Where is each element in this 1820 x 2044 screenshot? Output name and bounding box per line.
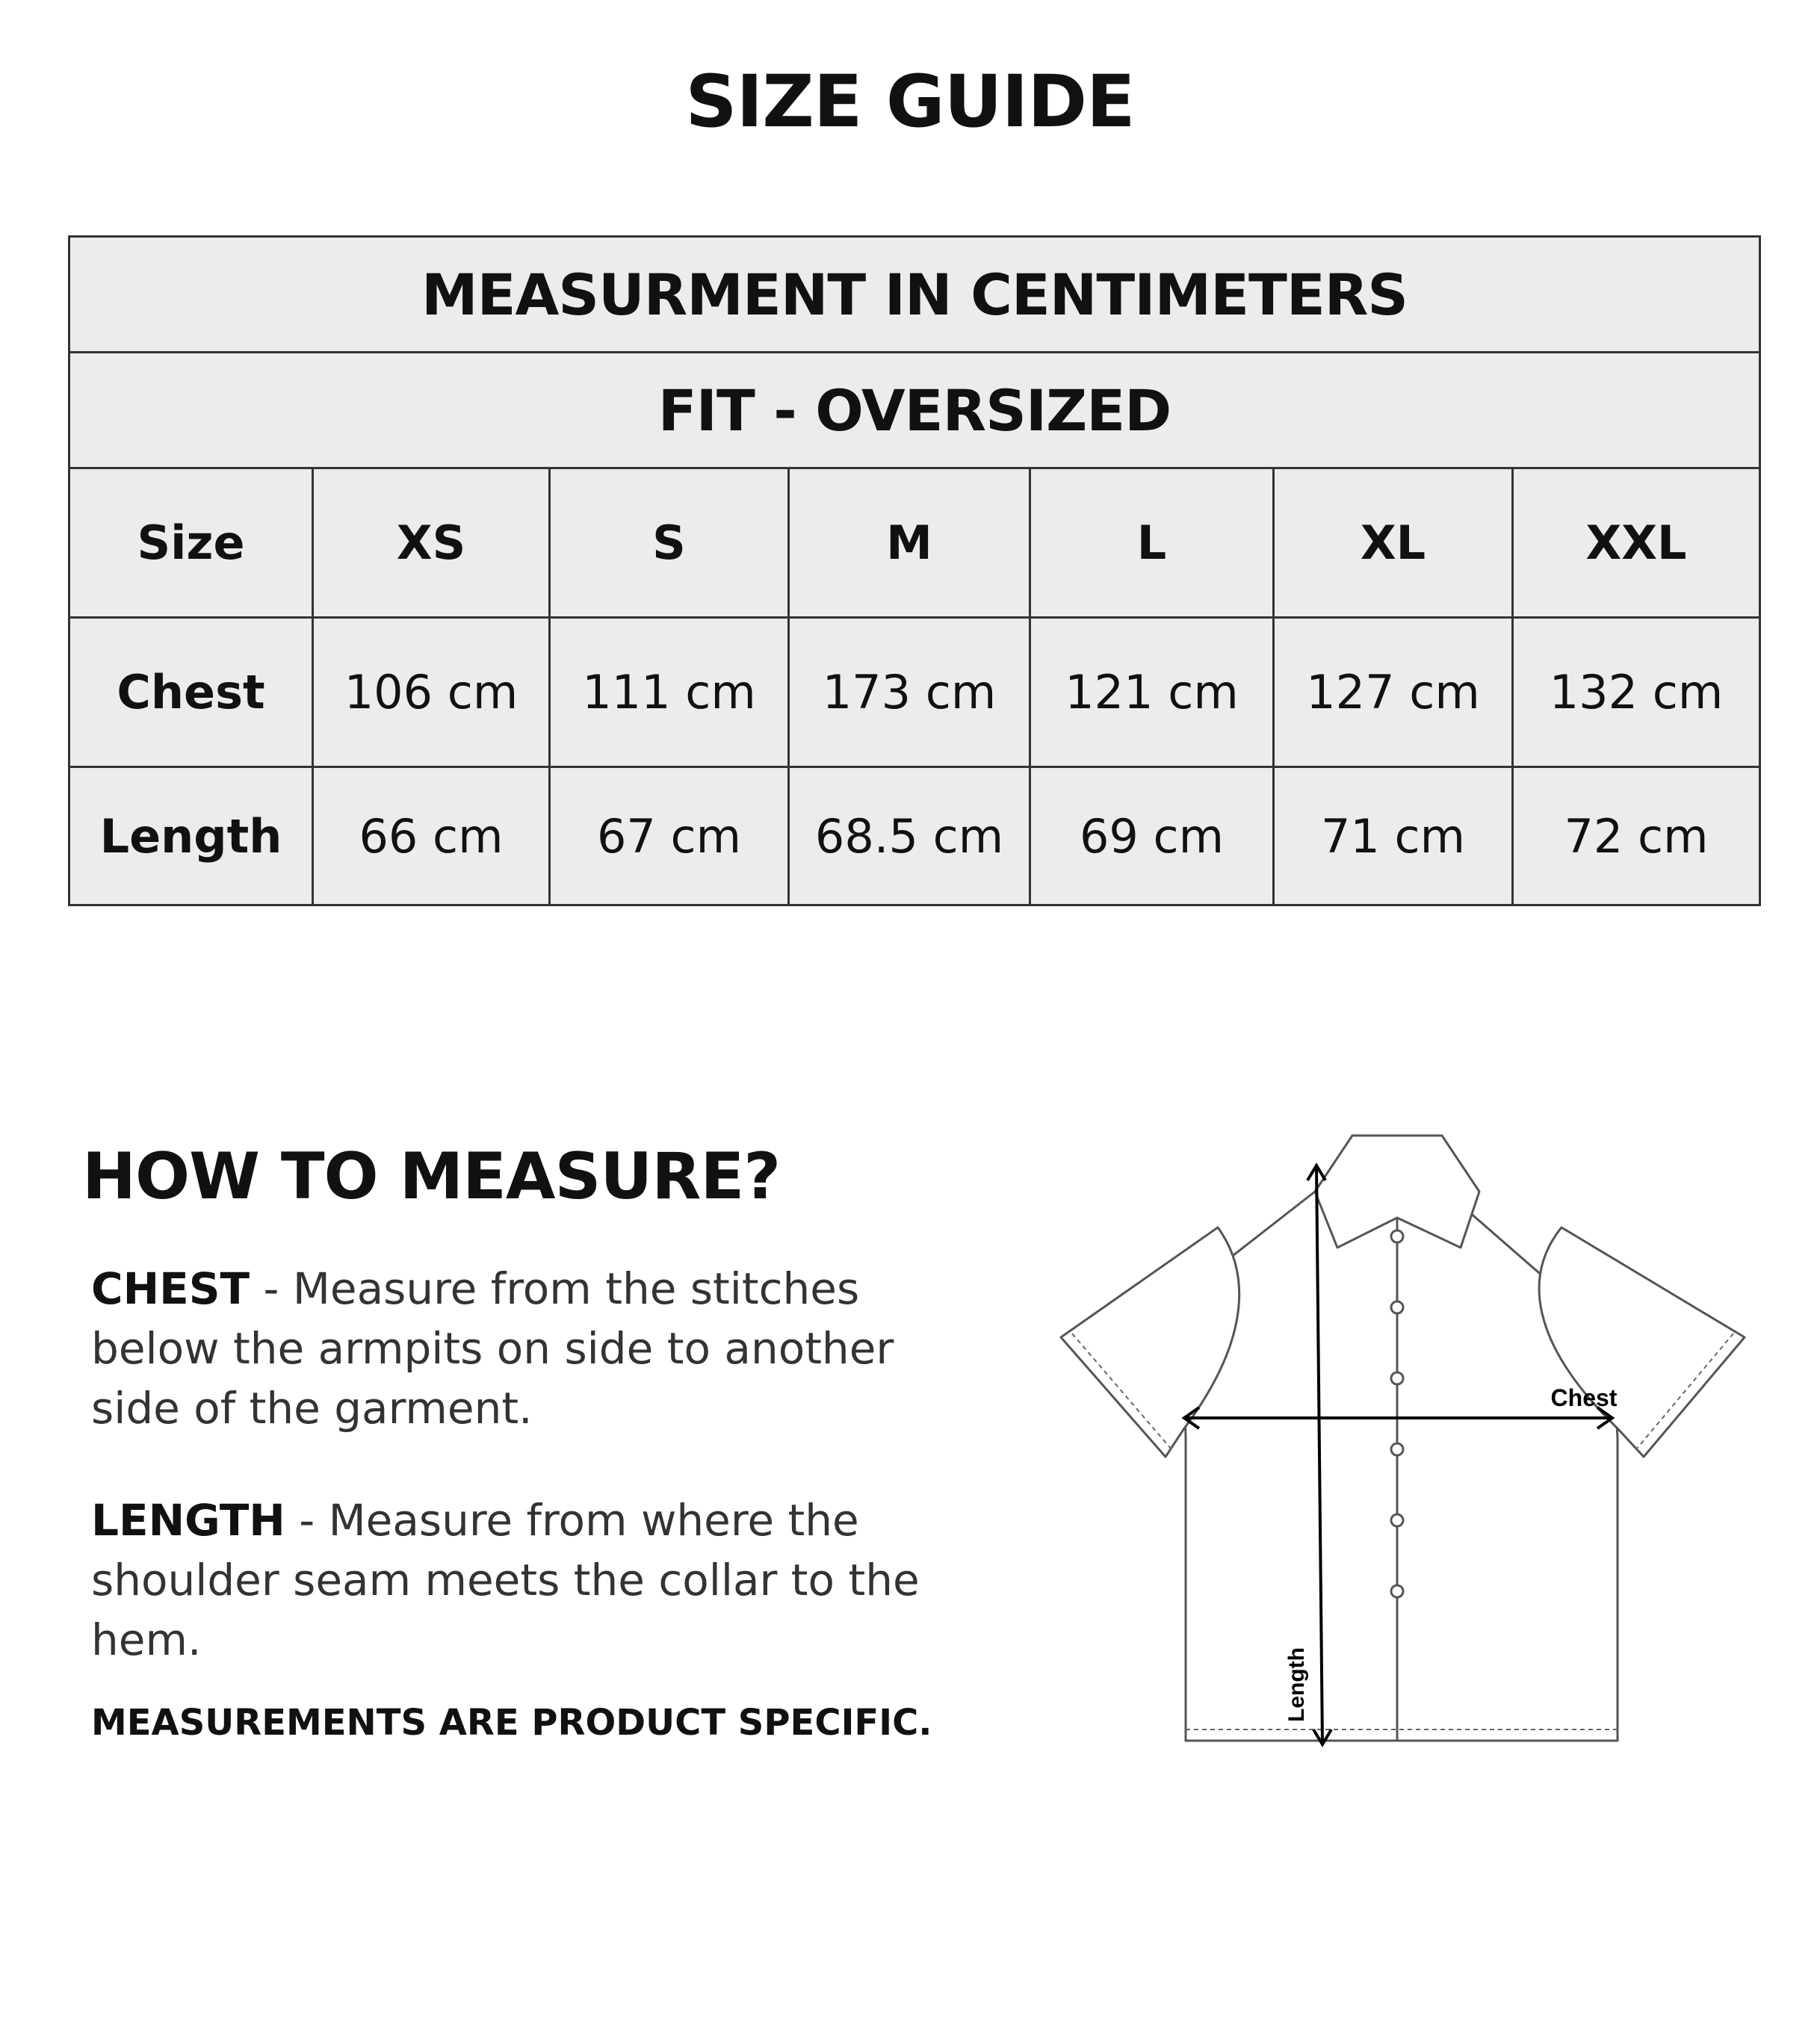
length-xxl-cell: 72 cm	[1513, 767, 1760, 905]
length-description: - Measure from where the shoulder seam meets the collar to the hem.	[91, 1495, 920, 1665]
page-title: SIZE GUIDE	[685, 60, 1135, 143]
chest-instruction	[91, 1259, 950, 1438]
size-s-header: S	[550, 468, 789, 618]
button-2	[1391, 1301, 1403, 1313]
length-s-cell: 67 cm	[550, 767, 789, 905]
size-xl-header: XL	[1274, 468, 1513, 618]
length-m-cell: 68.5 cm	[789, 767, 1030, 905]
chest-xs-cell: 106 cm	[313, 618, 550, 767]
chest-s-cell: 111 cm	[550, 618, 789, 767]
button-3	[1391, 1372, 1403, 1384]
length-row-label: Length	[69, 767, 313, 905]
length-xl-cell: 71 cm	[1274, 767, 1513, 905]
fit-banner: FIT - OVERSIZED	[69, 353, 1760, 468]
how-to-measure-title: HOW TO MEASURE?	[82, 1139, 781, 1214]
size-m-header: M	[789, 468, 1030, 618]
chest-term: CHEST	[91, 1263, 250, 1314]
chest-xl-cell: 127 cm	[1274, 618, 1513, 767]
chest-description: - Measure from the stitches below the armpits on side to another side of the garment.	[91, 1263, 894, 1434]
chest-m-cell: 173 cm	[789, 618, 1030, 767]
length-xs-cell: 66 cm	[313, 767, 550, 905]
length-diagram-label: Length	[1284, 1647, 1309, 1722]
button-1	[1391, 1230, 1403, 1242]
chest-xxl-cell: 132 cm	[1513, 618, 1760, 767]
size-l-header: L	[1030, 468, 1274, 618]
button-4	[1391, 1443, 1403, 1455]
length-l-cell: 69 cm	[1030, 767, 1274, 905]
button-6	[1391, 1585, 1403, 1597]
size-header: Size	[69, 468, 313, 618]
chest-diagram-label: Chest	[1550, 1384, 1618, 1411]
chest-row-label: Chest	[69, 618, 313, 767]
length-instruction	[91, 1490, 950, 1670]
chest-l-cell: 121 cm	[1030, 618, 1274, 767]
product-specific-note: MEASUREMENTS ARE PRODUCT SPECIFIC.	[91, 1702, 932, 1744]
size-xxl-header: XXL	[1513, 468, 1760, 618]
length-row	[69, 767, 1760, 905]
length-term: LENGTH	[91, 1495, 285, 1546]
shirt-diagram	[1046, 1121, 1763, 1763]
chest-row	[69, 618, 1760, 767]
size-xs-header: XS	[313, 468, 550, 618]
button-5	[1391, 1514, 1403, 1526]
units-banner: MEASURMENT IN CENTIMETERS	[69, 237, 1760, 353]
size-table	[68, 235, 1761, 906]
